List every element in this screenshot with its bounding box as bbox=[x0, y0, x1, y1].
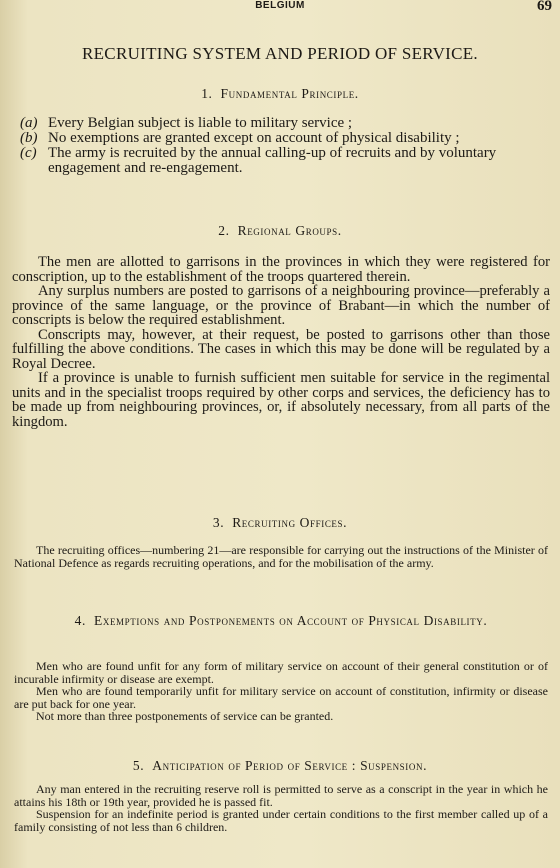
section-title: Anticipation of Period of Service : Suspension. bbox=[152, 758, 428, 773]
paragraph: Men who are found temporarily unfit for military service on account of constitution, infirmity or disease are put back for one year. bbox=[14, 684, 548, 711]
list-item bbox=[20, 131, 550, 146]
paragraph: Any surplus numbers are posted to garrisons of a neighbouring province—preferably a province of the same language, or the province of Brabant—in which the number of conscripts is below the required establishment. bbox=[12, 283, 550, 328]
section-3-heading bbox=[0, 515, 560, 531]
item-text: Every Belgian subject is liable to military service ; bbox=[48, 115, 353, 131]
running-header bbox=[0, 0, 560, 16]
section-title: Fundamental Principle. bbox=[220, 86, 359, 101]
section-number: 2. bbox=[218, 223, 230, 238]
paragraph: The recruiting offices—numbering 21—are responsible for carrying out the instructions of the Minister of National Defence as regards recruiting operations, and for the mobilisation of the army. bbox=[14, 543, 548, 570]
section-number: 3. bbox=[212, 515, 225, 530]
section-5-body bbox=[14, 783, 548, 833]
paragraph: Men who are found unfit for any form of military service on account of their general constitution or of incurable infirmity or disease are exempt. bbox=[14, 659, 548, 686]
item-label: (a) bbox=[20, 115, 38, 131]
section-3-body bbox=[14, 544, 548, 569]
list-item bbox=[20, 146, 550, 176]
paragraph: Suspension for an indefinite period is granted under certain conditions to the first member called up of a family consisting of not less than 6 children. bbox=[14, 807, 548, 834]
section-title: Exemptions and Postponements on Account of Physical Disability. bbox=[94, 613, 488, 628]
section-2-body bbox=[12, 255, 550, 429]
section-4-heading bbox=[14, 611, 548, 631]
item-label: (c) bbox=[20, 145, 37, 161]
section-number: 1. bbox=[201, 86, 213, 101]
section-1-heading bbox=[0, 86, 560, 102]
paragraph: Conscripts may, however, at their request, be posted to garrisons other than those fulfilling the above conditions. The cases in which this may be done will be regulated by a Royal Decree. bbox=[12, 326, 550, 372]
list-item bbox=[20, 116, 550, 131]
item-text: No exemptions are granted except on account of physical disability ; bbox=[48, 130, 460, 146]
page-number: 69 bbox=[537, 0, 552, 14]
section-1-list bbox=[20, 116, 550, 176]
section-title: Regional Groups. bbox=[237, 223, 342, 238]
paragraph: The men are allotted to garrisons in the provinces in which they were registered for conscription, up to the establishment of the troops quartered therein. bbox=[12, 254, 550, 285]
paragraph: Not more than three postponements of service can be granted. bbox=[36, 709, 334, 723]
section-number: 4. bbox=[74, 613, 86, 628]
section-4-body bbox=[14, 660, 548, 723]
item-label: (b) bbox=[20, 130, 38, 146]
section-number: 5. bbox=[132, 758, 145, 773]
section-5-heading bbox=[0, 758, 560, 774]
paragraph: If a province is unable to furnish sufficient men suitable for service in the regimental units and in the specialist troops required by other corps and services, the deficiency has to be made up from neighbouring provinces, or, if absolutely necessary, from all parts of the kingdom. bbox=[12, 370, 550, 430]
page-title: RECRUITING SYSTEM AND PERIOD OF SERVICE. bbox=[81, 44, 478, 63]
section-title: Recruiting Offices. bbox=[232, 515, 348, 530]
paragraph: Any man entered in the recruiting reserve roll is permitted to serve as a conscript in the year in which he attains his 18th or 19th year, provided he is passed fit. bbox=[14, 782, 548, 809]
running-header-title: BELGIUM bbox=[255, 0, 305, 11]
section-2-heading bbox=[0, 223, 560, 239]
item-text: The army is recruited by the annual calling-up of recruits and by voluntary engagement and re-engagement. bbox=[48, 145, 497, 176]
